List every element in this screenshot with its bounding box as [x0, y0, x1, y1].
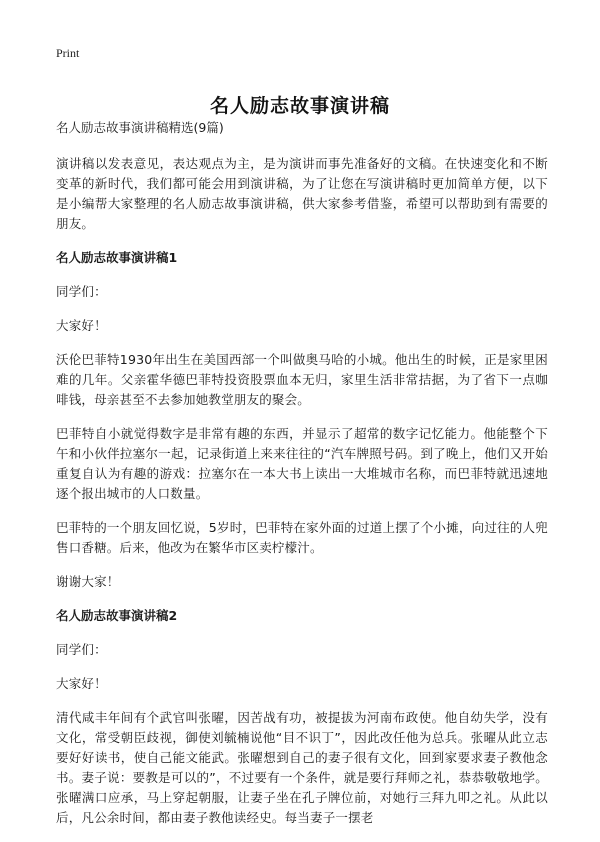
greeting-everyone: 大家好！ — [56, 676, 107, 691]
section-heading: 名人励志故事演讲稿1 — [56, 250, 178, 265]
greeting-classmates: 同学们： — [56, 642, 107, 657]
page-title: 名人励志故事演讲稿 — [209, 94, 390, 117]
body-paragraph: 沃伦巴菲特1930年出生在美国西部一个叫做奥马哈的小城。他出生的时候，正是家里困难的几年。父亲霍华德巴菲特投资股票血本无归，家里生活非常拮据，为了省下一点咖啡钱，母亲甚至不去参加她教堂朋友的聚会。 — [56, 352, 548, 407]
print-link[interactable]: Print — [56, 46, 80, 60]
document-subtitle: 名人励志故事演讲稿精选(9篇) — [56, 120, 224, 135]
closing-thanks: 谢谢大家！ — [56, 574, 120, 589]
section-heading: 名人励志故事演讲稿2 — [56, 608, 178, 623]
body-paragraph: 巴菲特的一个朋友回忆说，5岁时，巴菲特在家外面的过道上摆了个小摊，向过往的人兜售口香糖。后来，他改为在繁华市区卖柠檬汁。 — [56, 520, 548, 555]
document-body — [56, 118, 548, 842]
greeting-classmates: 同学们： — [56, 284, 107, 299]
body-paragraph: 清代咸丰年间有个武官叫张曜，因苦战有功，被提拔为河南布政使。他自幼失学，没有文化，常受朝臣歧视，御使刘毓楠说他“目不识丁”，因此改任他为总兵。张曜从此立志要好好读书，使自己能文能武。张曜想到自己的妻子很有文化，回到家要求妻子教他念书。妻子说：要教是可以的”，不过要有一个条件，就是要行拜师之礼，恭恭敬敬地学。张曜满口应承，马上穿起朝服，让妻子坐在孔子牌位前，对她行三拜九叩之礼。从此以后，凡公余时间，都由妻子教他读经史。每当妻子一摆老 — [56, 710, 548, 825]
greeting-everyone: 大家好！ — [56, 318, 107, 333]
intro-paragraph: 演讲稿以发表意见，表达观点为主，是为演讲而事先准备好的文稿。在快速变化和不断变革的新时代，我们都可能会用到演讲稿，为了让您在写演讲稿时更加简单方便，以下是小编帮大家整理的名人励志故事演讲稿，供大家参考借鉴，希望可以帮助到有需要的朋友。 — [56, 156, 548, 231]
body-paragraph: 巴菲特自小就觉得数字是非常有趣的东西，并显示了超常的数字记忆能力。他能整个下午和小伙伴拉塞尔一起，记录街道上来来往往的“汽车牌照号码。到了晚上，他们又开始重复自认为有趣的游戏：拉塞尔在一本大书上读出一大堆城市名称，而巴菲特就迅速地逐个报出城市的人口数量。 — [56, 426, 548, 501]
